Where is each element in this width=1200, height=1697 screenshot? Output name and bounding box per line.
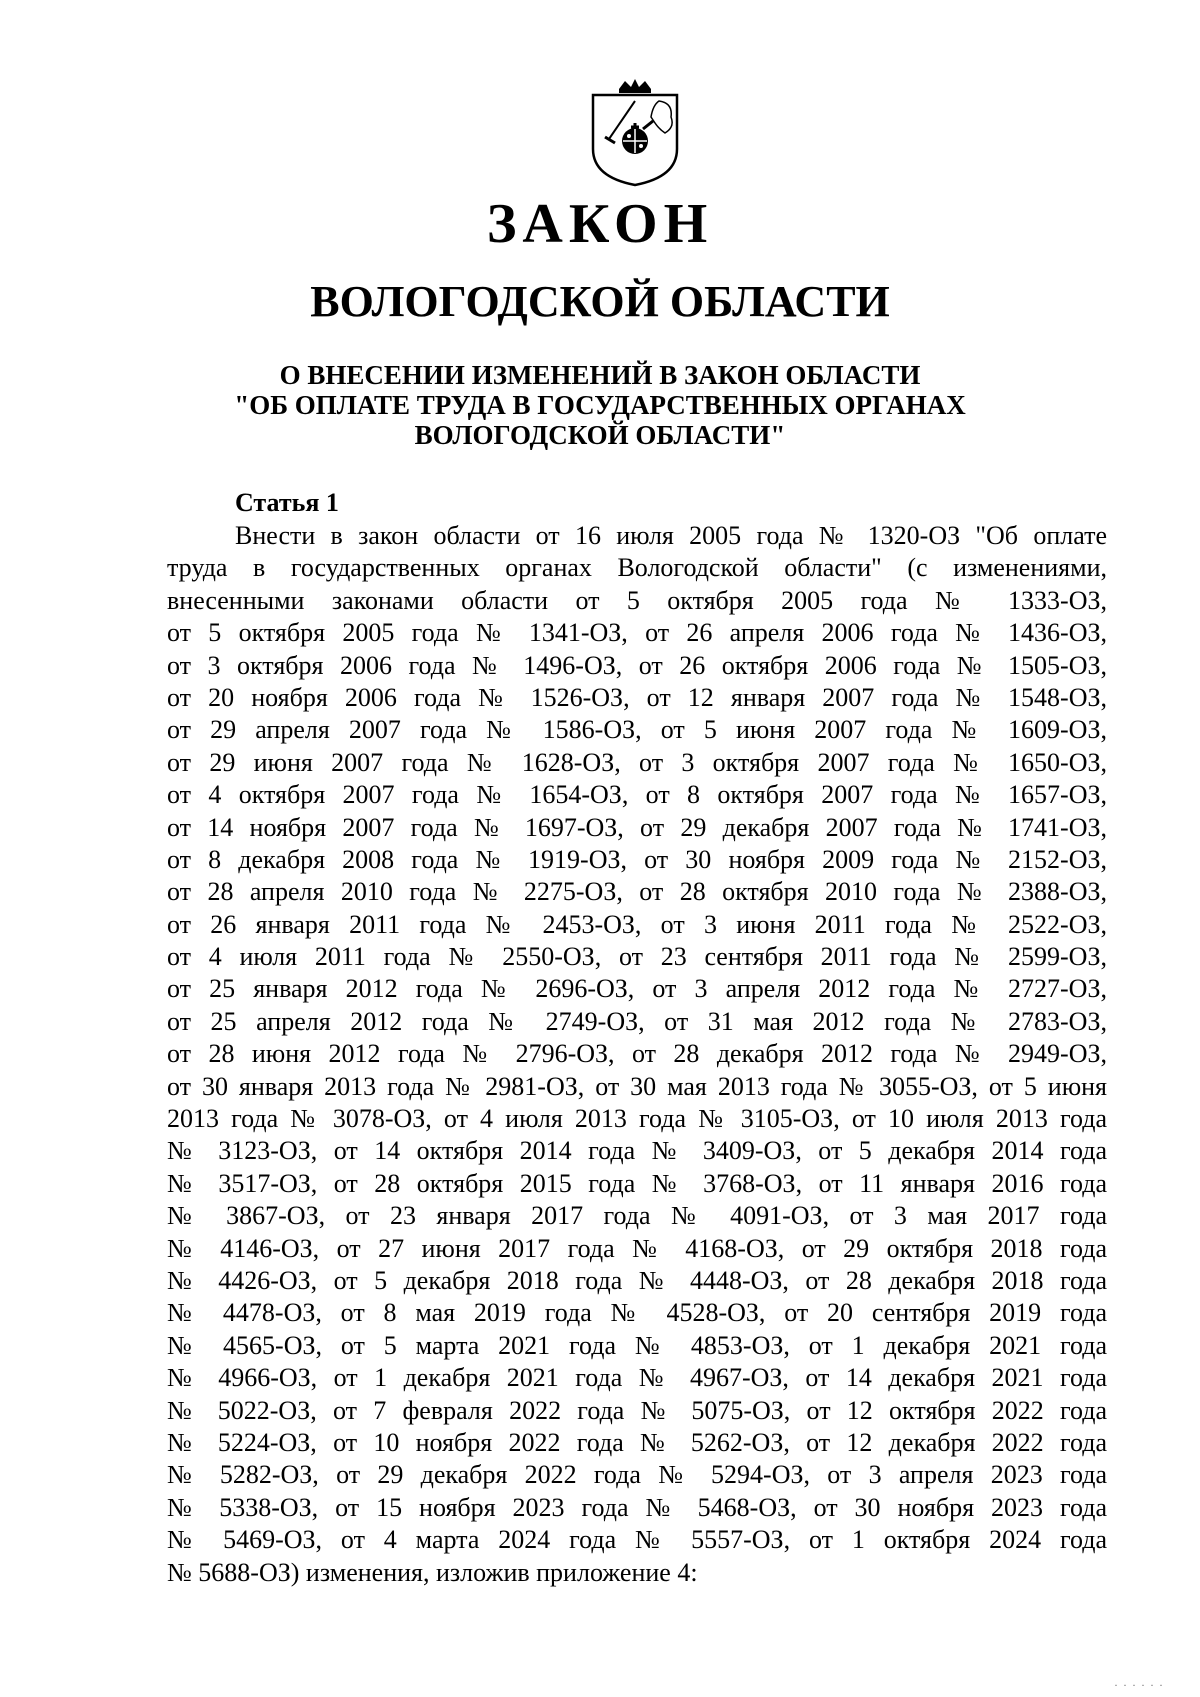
article-line: № 4146-ОЗ, от 27 июня 2017 года № 4168-ОЗ, от 29 октября 2018 года — [167, 1233, 1107, 1263]
article-line: от 30 января 2013 года № 2981-ОЗ, от 30 мая 2013 года № 3055-ОЗ, от 5 июня — [167, 1071, 1107, 1101]
subject-line: "ОБ ОПЛАТЕ ТРУДА В ГОСУДАРСТВЕННЫХ ОРГАНАХ — [234, 390, 966, 420]
article-line: от 4 июля 2011 года № 2550-ОЗ, от 23 сентября 2011 года № 2599-ОЗ, — [167, 942, 1107, 972]
article-line: от 28 июня 2012 года № 2796-ОЗ, от 28 декабря 2012 года № 2949-ОЗ, — [167, 1039, 1107, 1069]
article-line: от 8 декабря 2008 года № 1919-ОЗ, от 30 ноября 2009 года № 2152-ОЗ, — [167, 844, 1107, 874]
subject-line: ВОЛОГОДСКОЙ ОБЛАСТИ" — [414, 420, 786, 450]
article-line: № 3517-ОЗ, от 28 октября 2015 года № 3768-ОЗ, от 11 января 2016 года — [167, 1168, 1107, 1198]
article-line: от 29 апреля 2007 года № 1586-ОЗ, от 5 июня 2007 года № 1609-ОЗ, — [167, 715, 1107, 745]
article-line: от 25 апреля 2012 года № 2749-ОЗ, от 31 мая 2012 года № 2783-ОЗ, — [167, 1006, 1107, 1036]
law-subject — [0, 360, 1200, 450]
article-line: № 5688-ОЗ) изменения, изложив приложение 4: — [167, 1557, 698, 1587]
article-body — [167, 520, 1107, 1589]
article-line: № 5224-ОЗ, от 10 ноября 2022 года № 5262-ОЗ, от 12 декабря 2022 года — [167, 1427, 1107, 1457]
subject-line: О ВНЕСЕНИИ ИЗМЕНЕНИЙ В ЗАКОН ОБЛАСТИ — [279, 360, 921, 390]
article-heading: Статья 1 — [235, 488, 339, 517]
article-line: труда в государственных органах Вологодской области" (с изменениями, — [167, 553, 1107, 583]
article-line: от 20 ноября 2006 года № 1526-ОЗ, от 12 января 2007 года № 1548-ОЗ, — [167, 682, 1107, 712]
article-line: 2013 года № 3078-ОЗ, от 4 июля 2013 года № 3105-ОЗ, от 10 июля 2013 года — [167, 1104, 1107, 1134]
article-line: № 5282-ОЗ, от 29 декабря 2022 года № 5294-ОЗ, от 3 апреля 2023 года — [167, 1460, 1107, 1490]
article-line: № 4478-ОЗ, от 8 мая 2019 года № 4528-ОЗ, от 20 сентября 2019 года — [167, 1298, 1107, 1328]
coat-of-arms-emblem — [589, 79, 681, 187]
region-title: ВОЛОГОДСКОЙ ОБЛАСТИ — [310, 277, 890, 326]
article-line: от 26 января 2011 года № 2453-ОЗ, от 3 июня 2011 года № 2522-ОЗ, — [167, 909, 1107, 939]
article-line: № 5469-ОЗ, от 4 марта 2024 года № 5557-ОЗ, от 1 октября 2024 года — [167, 1525, 1107, 1555]
article-line: от 4 октября 2007 года № 1654-ОЗ, от 8 октября 2007 года № 1657-ОЗ, — [167, 780, 1107, 810]
article-line: № 3867-ОЗ, от 23 января 2017 года № 4091-ОЗ, от 3 мая 2017 года — [167, 1201, 1107, 1231]
article-line: от 14 ноября 2007 года № 1697-ОЗ, от 29 декабря 2007 года № 1741-ОЗ, — [167, 812, 1107, 842]
article-line: от 28 апреля 2010 года № 2275-ОЗ, от 28 октября 2010 года № 2388-ОЗ, — [167, 877, 1107, 907]
article-line: № 3123-ОЗ, от 14 октября 2014 года № 3409-ОЗ, от 5 декабря 2014 года — [167, 1136, 1107, 1166]
article-line: от 29 июня 2007 года № 1628-ОЗ, от 3 октября 2007 года № 1650-ОЗ, — [167, 747, 1107, 777]
article-line: от 25 января 2012 года № 2696-ОЗ, от 3 апреля 2012 года № 2727-ОЗ, — [167, 974, 1107, 1004]
article-line: № 4565-ОЗ, от 5 марта 2021 года № 4853-ОЗ, от 1 декабря 2021 года — [167, 1330, 1107, 1360]
article-line: № 4426-ОЗ, от 5 декабря 2018 года № 4448-ОЗ, от 28 декабря 2018 года — [167, 1265, 1107, 1295]
article-line: Внести в закон области от 16 июля 2005 года № 1320-ОЗ "Об оплате — [235, 521, 1107, 550]
scan-marks-decoration: · · · · · · — [1114, 1678, 1164, 1692]
law-title: ЗАКОН — [486, 193, 714, 255]
article-line: от 3 октября 2006 года № 1496-ОЗ, от 26 октября 2006 года № 1505-ОЗ, — [167, 650, 1107, 680]
article-line: внесенными законами области от 5 октября 2005 года № 1333-ОЗ, — [167, 585, 1107, 615]
article-line: № 4966-ОЗ, от 1 декабря 2021 года № 4967-ОЗ, от 14 декабря 2021 года — [167, 1363, 1107, 1393]
article-line: от 5 октября 2005 года № 1341-ОЗ, от 26 апреля 2006 года № 1436-ОЗ, — [167, 618, 1107, 648]
article-line: № 5022-ОЗ, от 7 февраля 2022 года № 5075-ОЗ, от 12 октября 2022 года — [167, 1395, 1107, 1425]
article-line: № 5338-ОЗ, от 15 ноября 2023 года № 5468-ОЗ, от 30 ноября 2023 года — [167, 1492, 1107, 1522]
